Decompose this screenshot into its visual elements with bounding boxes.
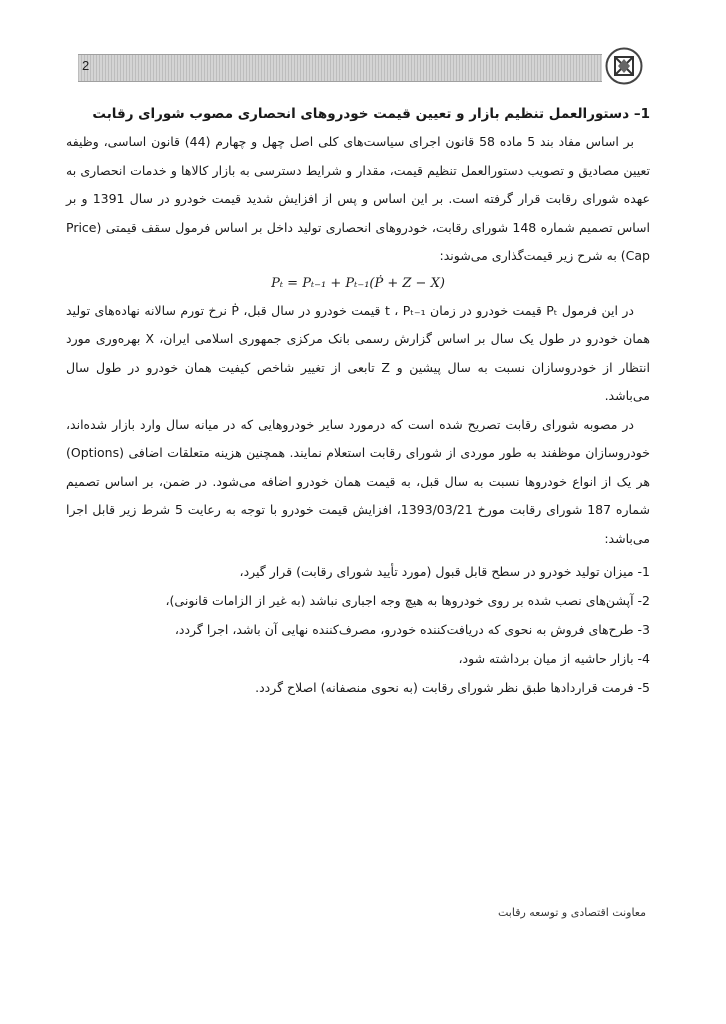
price-cap-formula: Pₜ = Pₜ₋₁ + Pₜ₋₁(Ṗ + Z − X) xyxy=(271,275,445,291)
list-item: 4- بازار حاشیه از میان برداشته شود، xyxy=(458,651,650,666)
section-heading: 1– دستورالعمل تنظیم بازار و تعیین قیمت خودروهای انحصاری مصوب شورای رقابت xyxy=(92,106,650,122)
page-footer: معاونت اقتصادی و توسعه رقابت xyxy=(497,906,646,919)
paragraph-council-decision: در مصوبه شورای رقابت تصریح شده است که درمورد سایر خودروهایی که در میانه سال وارد بازار شده‌اند، خودروسازان موظفند به طور موردی از شورای رقابت استعلام نمایند. همچنین هزینه متعلقات اضافی (Options) هر یک از انواع خودروها نسبت به سال قبل، به قیمت همان خودرو اضافه می‌شود. در ضمن، بر اساس تصمیم شماره 187 شورای رقابت مورخ 1393/03/21، افزایش قیمت خودرو با توجه به رعایت 5 شرط زیر قابل اجرا می‌باشد: xyxy=(66,416,650,546)
document-body xyxy=(66,100,650,702)
page-number: 2 xyxy=(82,58,90,73)
conditions-list xyxy=(66,557,650,702)
page-header-bar xyxy=(78,54,602,82)
paragraph-formula-explanation: در این فرمول Pₜ قیمت خودرو در زمان t ، Pₜ₋₁ قیمت خودرو در سال قبل، Ṗ نرخ تورم سالانه نهاده‌های تولید همان خودرو در طول یک سال بر اساس گزارش رسمی بانک مرکزی جمهوری اسلامی ایران، X بهره‌وری مورد انتظار از خودروسازان نسبت به سال پیشین و Z تابعی از تغییر شاخص کیفیت همان خودرو در طول سال می‌باشد. xyxy=(66,302,650,403)
list-item: 1- میزان تولید خودرو در سطح قابل قبول (مورد تأیید شورای رقابت) قرار گیرد، xyxy=(239,564,650,579)
list-item: 2- آپشن‌های نصب شده بر روی خودروها به هیچ وجه اجباری نباشد (به غیر از الزامات قانونی)، xyxy=(165,593,650,608)
paragraph-intro: بر اساس مفاد بند 5 ماده 58 قانون اجرای سیاست‌های کلی اصل چهل و چهارم (44) قانون اساسی، وظیفه تعیین مصادیق و تصویب دستورالعمل تنظیم قیمت، مقدار و شرایط دسترسی به بازار کالاها و خدمات انحصاری به عهده شورای رقابت قرار گرفته است. بر این اساس و پس از افزایش شدید قیمت خودرو در سال 1391 و بر اساس تصمیم شماره 148 شورای رقابت، خودروهای انحصاری تولید داخل بر اساس فرمول سقف قیمتی (Price Cap) به شرح زیر قیمت‌گذاری می‌شوند: xyxy=(66,134,651,263)
list-item: 3- طرح‌های فروش به نحوی که دریافت‌کننده خودرو، مصرف‌کننده نهایی آن باشد، اجرا گردد، xyxy=(174,622,650,637)
competition-council-logo-icon xyxy=(605,47,643,85)
list-item: 5- فرمت قراردادها طبق نظر شورای رقابت (به نحوی منصفانه) اصلاح گردد. xyxy=(255,680,650,695)
